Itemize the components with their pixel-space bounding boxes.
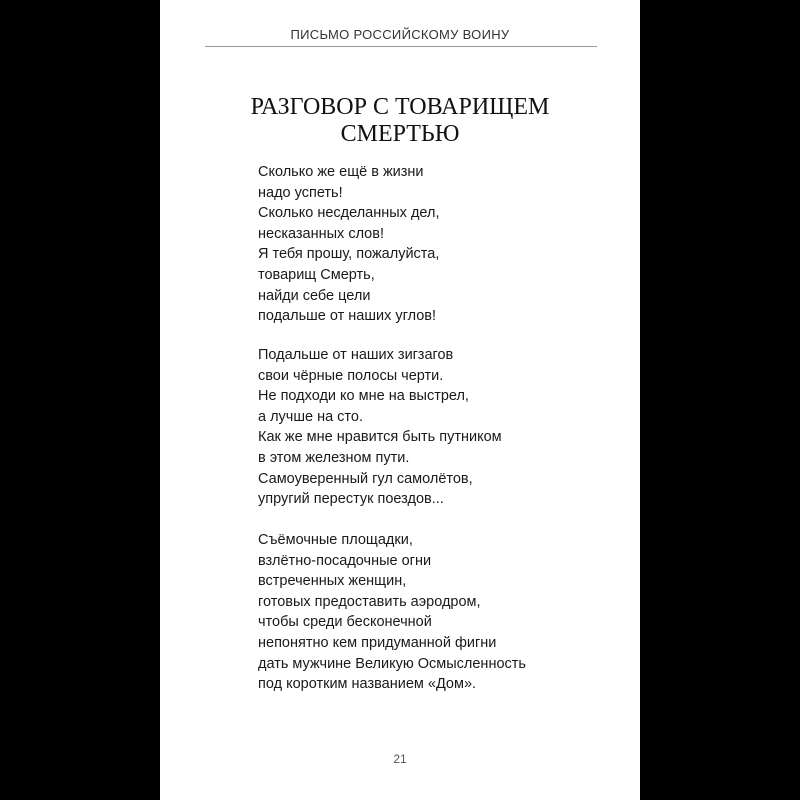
poem-line: Не подходи ко мне на выстрел, <box>258 388 469 405</box>
poem-line: встреченных женщин, <box>258 573 407 590</box>
poem-line: Съёмочные площадки, <box>258 532 413 548</box>
stanza-2 <box>258 345 598 510</box>
poem-line: под коротким названием «Дом». <box>258 676 477 693</box>
stanza-3 <box>258 530 598 695</box>
poem-line: Самоуверенный гул самолётов, <box>258 470 473 487</box>
poem-line: Подальше от наших зигзагов <box>258 347 454 363</box>
poem-line: чтобы среди бесконечной <box>258 614 432 631</box>
book-page <box>160 0 640 800</box>
poem-line: дать мужчине Великую Осмысленность <box>258 655 526 672</box>
poem-line: несказанных слов! <box>258 225 384 242</box>
poem-line: товарищ Смерть, <box>258 266 375 283</box>
poem-line: свои чёрные полосы черти. <box>258 367 444 384</box>
poem-title-line-1: РАЗГОВОР С ТОВАРИЩЕМ <box>250 94 550 120</box>
poem-line: найди себе цели <box>258 287 371 304</box>
poem-line: Как же мне нравится быть путником <box>258 429 502 446</box>
poem-title <box>160 94 640 148</box>
poem-line: упругий перестук поездов... <box>258 491 444 508</box>
poem-title-line-2: СМЕРТЬЮ <box>340 121 460 147</box>
poem-line: Я тебя прошу, пожалуйста, <box>258 246 440 263</box>
poem-line: Сколько несделанных дел, <box>258 205 440 222</box>
left-black-margin <box>0 0 160 800</box>
header-divider <box>205 46 597 47</box>
poem-line: непонятно кем придуманной фигни <box>258 634 497 651</box>
page-number: 21 <box>393 752 407 766</box>
poem-line: готовых предоставить аэродром, <box>258 593 481 610</box>
poem-line: надо успеть! <box>258 184 343 201</box>
poem-line: а лучше на сто. <box>258 408 364 425</box>
running-head: ПИСЬМО РОССИЙСКОМУ ВОИНУ <box>290 27 510 42</box>
poem-line: взлётно-посадочные огни <box>258 552 432 569</box>
poem-line: подальше от наших углов! <box>258 308 437 325</box>
poem-line: в этом железном пути. <box>258 449 410 466</box>
right-black-margin <box>640 0 800 800</box>
poem-line: Сколько же ещё в жизни <box>258 164 424 180</box>
stanza-1 <box>258 162 598 327</box>
